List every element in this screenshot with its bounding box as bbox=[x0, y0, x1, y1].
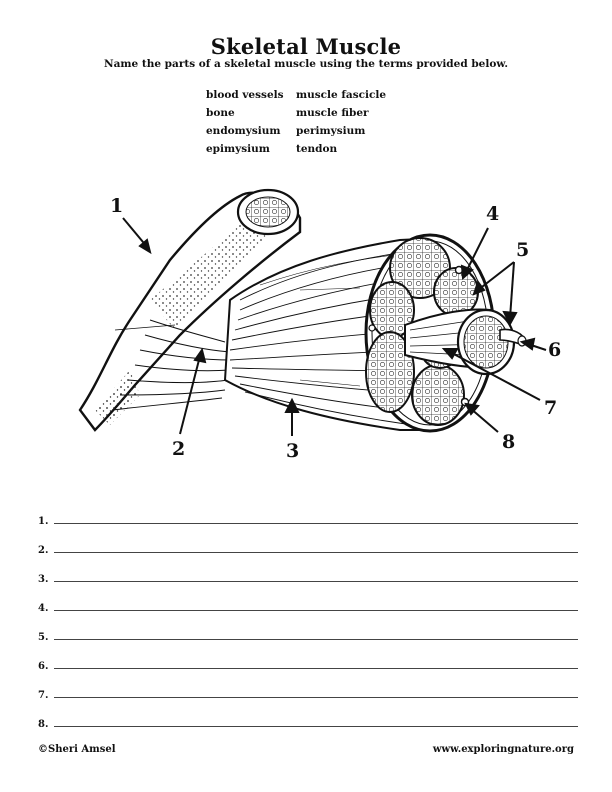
muscle-diagram bbox=[0, 170, 612, 470]
answer-number: 6. bbox=[38, 661, 49, 672]
term: blood vessels bbox=[206, 89, 284, 101]
answer-row[interactable] bbox=[38, 498, 578, 527]
term: perimysium bbox=[296, 125, 366, 137]
answer-number: 3. bbox=[38, 574, 49, 585]
label-6: 6 bbox=[548, 339, 562, 361]
answer-blank[interactable] bbox=[54, 725, 578, 727]
answer-number: 1. bbox=[38, 516, 49, 527]
copyright: ©Sheri Amsel bbox=[38, 744, 116, 755]
answer-row[interactable] bbox=[38, 556, 578, 585]
answer-blank[interactable] bbox=[54, 667, 578, 669]
cross-section-drawing bbox=[366, 235, 526, 431]
instructions: Name the parts of a skeletal muscle using the terms provided below. bbox=[104, 58, 508, 70]
label-4: 4 bbox=[486, 203, 500, 225]
answer-row[interactable] bbox=[38, 585, 578, 614]
label-1: 1 bbox=[110, 195, 124, 217]
answer-blank[interactable] bbox=[54, 638, 578, 640]
answer-number: 4. bbox=[38, 603, 49, 614]
answer-row[interactable] bbox=[38, 672, 578, 701]
answer-blank[interactable] bbox=[54, 551, 578, 553]
answer-number: 8. bbox=[38, 719, 49, 730]
answer-row[interactable] bbox=[38, 701, 578, 730]
answer-row[interactable] bbox=[38, 527, 578, 556]
answer-blank[interactable] bbox=[54, 522, 578, 524]
term: endomysium bbox=[206, 125, 281, 137]
label-8: 8 bbox=[502, 431, 516, 453]
page-title: Skeletal Muscle bbox=[210, 34, 402, 59]
answer-number: 5. bbox=[38, 632, 49, 643]
answer-blank[interactable] bbox=[54, 580, 578, 582]
label-5: 5 bbox=[516, 239, 530, 261]
label-7: 7 bbox=[544, 397, 558, 419]
answer-number: 7. bbox=[38, 690, 49, 701]
term: tendon bbox=[296, 143, 338, 155]
answer-blank[interactable] bbox=[54, 696, 578, 698]
label-2: 2 bbox=[172, 438, 186, 460]
term: muscle fascicle bbox=[296, 89, 387, 101]
answer-number: 2. bbox=[38, 545, 49, 556]
answer-row[interactable] bbox=[38, 614, 578, 643]
term: bone bbox=[206, 107, 235, 119]
website-link[interactable]: www.exploringnature.org bbox=[432, 744, 574, 755]
label-3: 3 bbox=[286, 440, 300, 462]
term: epimysium bbox=[206, 143, 270, 155]
answer-blank[interactable] bbox=[54, 609, 578, 611]
term: muscle fiber bbox=[296, 107, 369, 119]
answer-row[interactable] bbox=[38, 643, 578, 672]
answer-lines bbox=[38, 498, 578, 730]
term-bank bbox=[206, 88, 406, 157]
